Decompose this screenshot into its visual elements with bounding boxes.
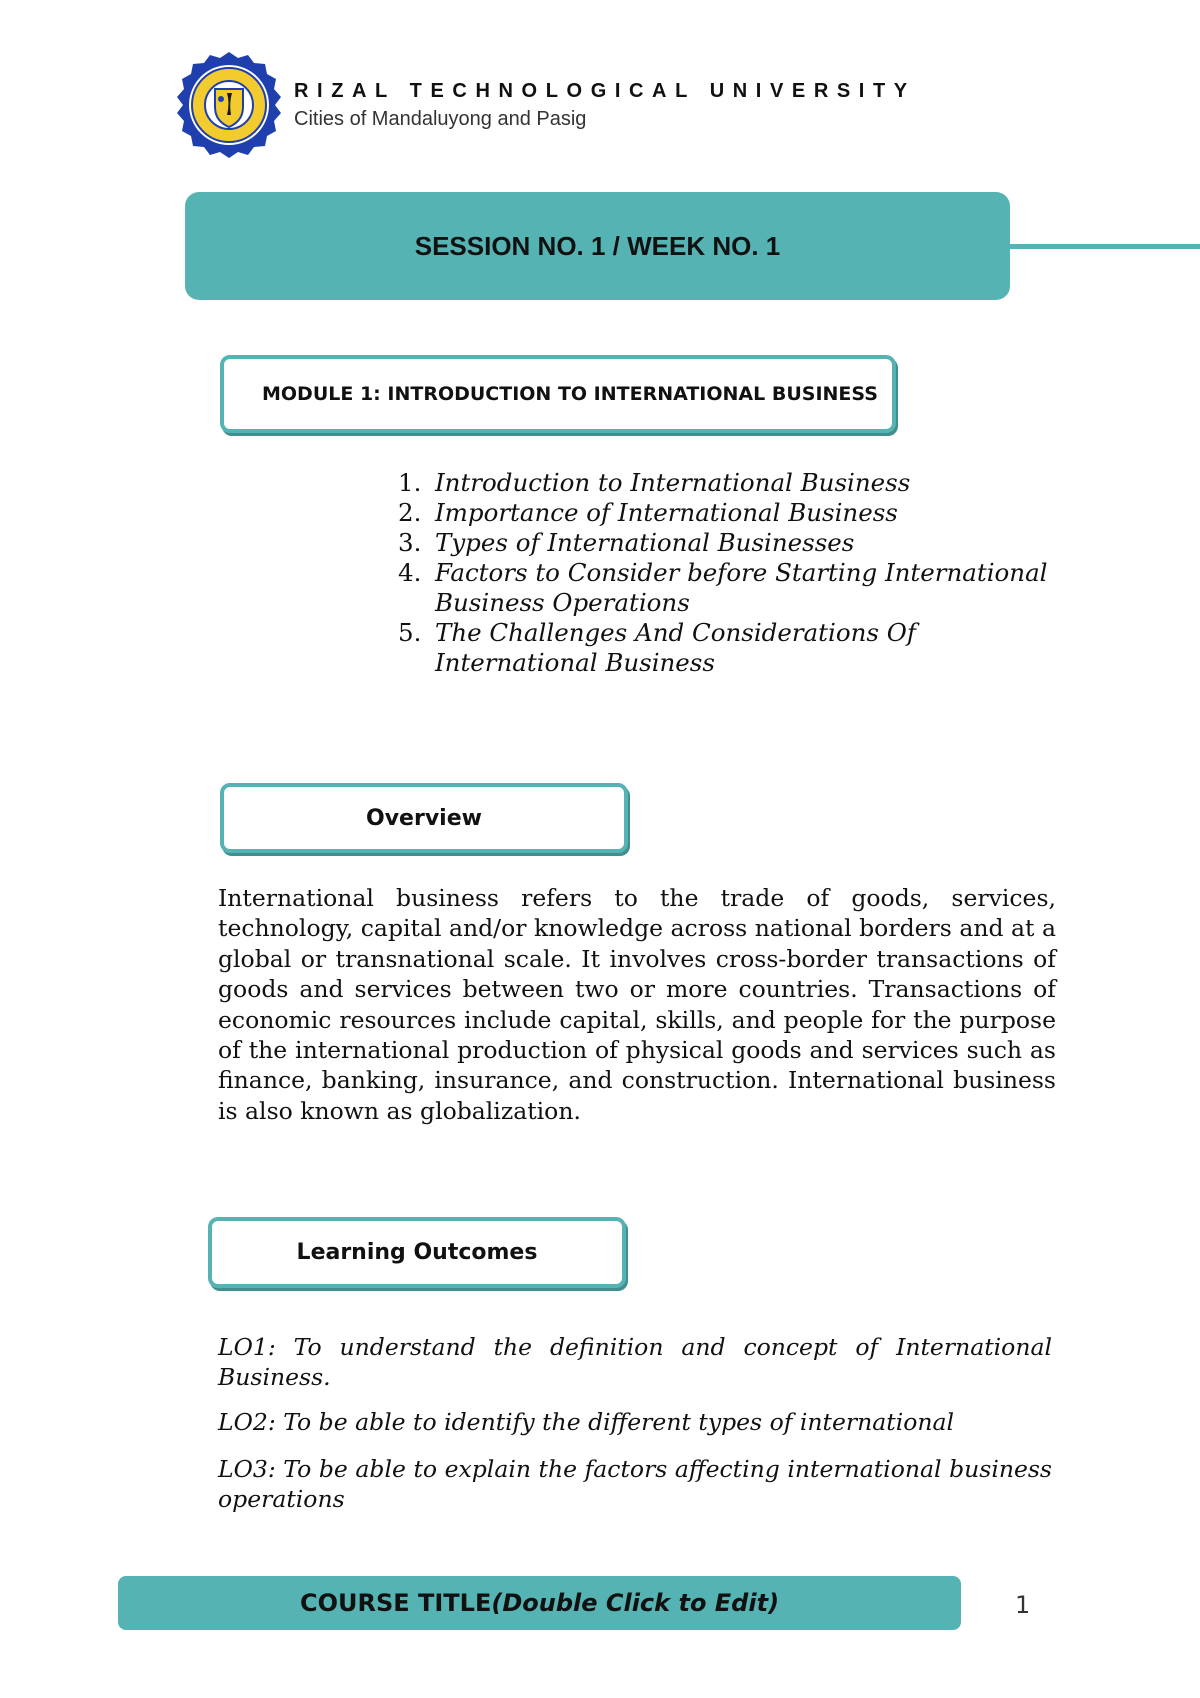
learning-outcome-1: LO1: To understand the definition and concept of International Business. <box>218 1333 1052 1391</box>
course-title-footer[interactable] <box>118 1576 961 1630</box>
module-title: MODULE 1: INTRODUCTION TO INTERNATIONAL BUSINESS <box>262 383 878 405</box>
list-number: 3. <box>398 528 422 557</box>
university-seal-icon <box>176 50 282 160</box>
university-subtitle: Cities of Mandaluyong and Pasig <box>294 108 587 130</box>
session-banner <box>185 192 1010 300</box>
learning-outcomes-heading-box[interactable] <box>208 1217 626 1288</box>
list-number: 5. <box>398 618 422 647</box>
list-item <box>398 498 1070 528</box>
course-title-hint: (Double Click to Edit) <box>491 1589 780 1617</box>
list-number: 4. <box>398 558 422 587</box>
topic-text: Types of International Businesses <box>435 528 855 557</box>
overview-heading: Overview <box>366 805 482 831</box>
list-item <box>398 558 1070 618</box>
list-item <box>398 468 1070 498</box>
learning-outcomes-heading: Learning Outcomes <box>296 1240 538 1265</box>
university-name: RIZAL TECHNOLOGICAL UNIVERSITY <box>294 80 916 102</box>
course-title-text[interactable] <box>300 1589 779 1617</box>
topic-list <box>398 468 1070 678</box>
learning-outcome-3: LO3: To be able to explain the factors affecting international business operations <box>218 1455 1052 1513</box>
learning-outcome-2: LO2: To be able to identify the different types of international <box>218 1408 955 1436</box>
topic-text: Factors to Consider before Starting International Business Operations <box>435 558 1048 617</box>
list-number: 1. <box>398 468 422 497</box>
topic-text: The Challenges And Considerations Of International Business <box>435 618 916 677</box>
course-title-label: COURSE TITLE <box>299 1589 492 1617</box>
session-title: SESSION NO. 1 / WEEK NO. 1 <box>414 230 781 261</box>
topic-text: Importance of International Business <box>435 498 898 527</box>
topic-text: Introduction to International Business <box>435 468 911 497</box>
list-item <box>398 618 1070 678</box>
banner-rule <box>1008 244 1200 249</box>
page-number: 1 <box>1015 1591 1031 1619</box>
list-number: 2. <box>398 498 422 527</box>
module-title-box[interactable] <box>220 355 896 433</box>
overview-heading-box[interactable] <box>220 783 628 853</box>
overview-paragraph: International business refers to the trade of goods, services, technology, capital and/or knowledge across national borders and at a global or transnational scale. It involves cross-border transactions of goods and services between two or more countries. Transactions of economic resources include capital, skills, and people for the purpose of the international production of physical goods and services such as finance, banking, insurance, and construction. International business is also known as globalization. <box>218 884 1056 1125</box>
list-item <box>398 528 1070 558</box>
